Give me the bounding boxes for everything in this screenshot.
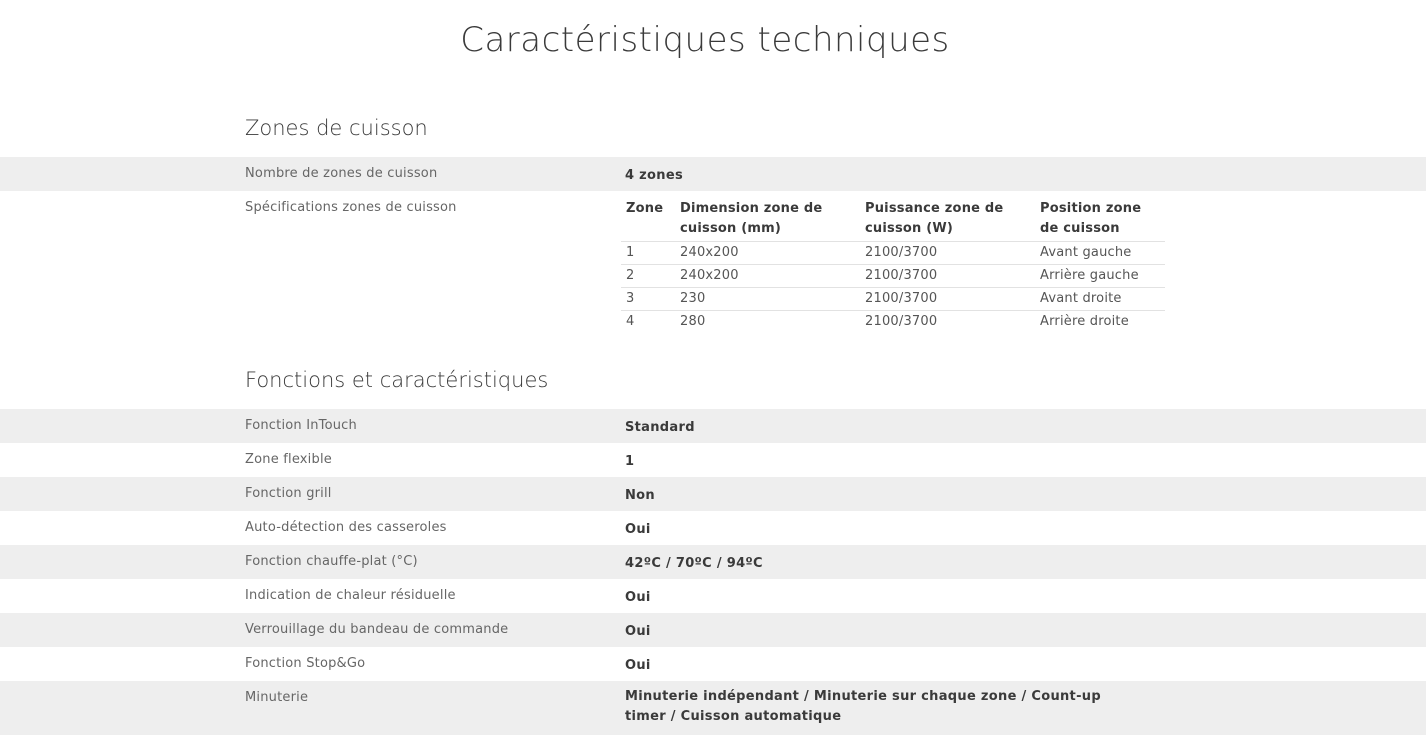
table-cell: 230 — [675, 288, 860, 311]
spec-row-auto-detection — [0, 511, 1426, 545]
table-header-zone: Zone — [626, 201, 664, 216]
table-row — [621, 311, 1165, 334]
table-header-puissance: Puissance zone de cuisson (W) — [865, 201, 1004, 236]
spec-value: Minuterie indépendant / Minuterie sur chaque zone / Count-up timer / Cuisson automatique — [625, 689, 1101, 724]
section-title-zones: Zones de cuisson — [245, 116, 428, 140]
spec-value: Oui — [625, 590, 651, 605]
table-cell: Arrière droite — [1035, 311, 1165, 334]
spec-row-zone-flexible — [0, 443, 1426, 477]
section-title-fonctions: Fonctions et caractéristiques — [245, 368, 549, 392]
table-cell: Avant droite — [1035, 288, 1165, 311]
spec-row-grill — [0, 477, 1426, 511]
spec-row-chauffe-plat — [0, 545, 1426, 579]
table-header-dimension: Dimension zone de cuisson (mm) — [680, 201, 823, 236]
spec-label: Fonction InTouch — [245, 418, 357, 433]
spec-label: Verrouillage du bandeau de commande — [245, 622, 509, 637]
table-row — [621, 242, 1165, 265]
spec-label: Fonction Stop&Go — [245, 656, 366, 671]
spec-label: Auto-détection des casseroles — [245, 520, 447, 535]
table-row — [621, 265, 1165, 288]
spec-value: 4 zones — [625, 168, 683, 183]
spec-row-stop-go — [0, 647, 1426, 681]
spec-value: 1 — [625, 454, 635, 469]
cooking-zones-table — [621, 197, 1165, 333]
table-cell: 4 — [621, 311, 675, 334]
table-cell: 2100/3700 — [860, 265, 1035, 288]
table-cell: 3 — [621, 288, 675, 311]
spec-label: Zone flexible — [245, 452, 332, 467]
spec-label: Spécifications zones de cuisson — [245, 200, 457, 215]
table-cell: Avant gauche — [1035, 242, 1165, 265]
table-cell: Arrière gauche — [1035, 265, 1165, 288]
spec-row-intouch — [0, 409, 1426, 443]
spec-value: Oui — [625, 522, 651, 537]
table-header-row — [621, 197, 1165, 242]
spec-value: Non — [625, 488, 655, 503]
spec-row-nombre-zones — [0, 157, 1426, 191]
spec-row-verrouillage — [0, 613, 1426, 647]
table-cell: 2100/3700 — [860, 242, 1035, 265]
table-cell: 2100/3700 — [860, 288, 1035, 311]
spec-label: Indication de chaleur résiduelle — [245, 588, 456, 603]
table-header-position: Position zone de cuisson — [1040, 201, 1142, 236]
page-title: Caractéristiques techniques — [460, 20, 950, 60]
table-cell: 240x200 — [675, 242, 860, 265]
spec-label: Nombre de zones de cuisson — [245, 166, 438, 181]
spec-value: Oui — [625, 658, 651, 673]
table-cell: 2 — [621, 265, 675, 288]
spec-row-minuterie — [0, 681, 1426, 735]
table-cell: 2100/3700 — [860, 311, 1035, 334]
spec-row-chaleur-residuelle — [0, 579, 1426, 613]
table-row — [621, 288, 1165, 311]
spec-label: Fonction chauffe-plat (°C) — [245, 554, 418, 569]
table-cell: 280 — [675, 311, 860, 334]
table-cell: 240x200 — [675, 265, 860, 288]
table-cell: 1 — [621, 242, 675, 265]
spec-value: Standard — [625, 420, 695, 435]
spec-value: 42ºC / 70ºC / 94ºC — [625, 556, 763, 571]
spec-label: Minuterie — [245, 690, 309, 705]
spec-value: Oui — [625, 624, 651, 639]
spec-label: Fonction grill — [245, 486, 332, 501]
